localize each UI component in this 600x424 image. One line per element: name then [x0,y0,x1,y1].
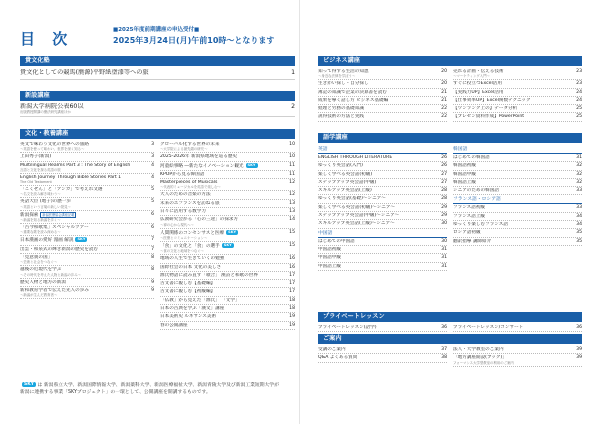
section-business [318,56,582,122]
list-item[interactable]: ゆっくり英会話(入門) 26 [318,162,447,170]
section-private [318,312,582,332]
list-item[interactable]: 「食」の文化と「食」の選手 SKY 〜食の文化と地域をつなぐ〜 15 [160,242,295,254]
list-item[interactable]: プライベートレッスン(語学) 36 [318,324,447,332]
list-item[interactable]: 上田秀子(新潟) 3 [20,153,154,161]
list-item[interactable]: Q&A よくある質問 38 [318,354,447,362]
list-item[interactable]: 人間関係のコンセンサスと医療 SKY 〜医療とコミュニケーション〜 15 [160,229,295,240]
list-item[interactable]: 中国語中級 31 [318,254,447,262]
list-item[interactable]: 日本の古典を学ぶ「漢文」講座 18 [160,305,295,313]
notice-line2: 2025年3月24日(月)午前10時〜となります [113,36,275,45]
list-item[interactable]: 大人のための音楽の方法 12 [160,191,295,199]
list-item[interactable]: 翻訳指導 講師紹介 35 [453,238,582,246]
list-item[interactable]: 【実践力UP】Excel活用 24 [453,89,582,97]
application-notice [113,25,293,46]
list-item[interactable]: 簿記の知識で企業の決算書を読む 21 [318,89,447,97]
list-item[interactable]: 「地方講座開設(ブック)」 フォーマンス大学型教室の利用のご案内 39 [453,355,582,365]
section-header: 新設講座 [20,91,295,101]
list-item[interactable]: 新潟探索 新潟医療協会講座記載 〜新潟を知る新潟を歩く〜 6 [20,211,154,223]
list-item[interactable]: 【プレゼン資料作成】PowerPoint 25 [453,113,582,121]
category-badge: 新潟医療協会講座記載 [42,212,75,217]
section-header: プライベートレッスン [318,312,582,322]
list-item[interactable]: 仏教研究会がる「心の三途」の探求方 〜禅の心から現代へ〜 14 [160,217,295,227]
list-item[interactable]: 地域の人生で生きていくの勉強 16 [160,255,295,263]
list-item[interactable]: 「仏教」から見えた「源氏」 「文学」 18 [160,297,295,305]
subsection-english: 英語 [318,145,447,154]
list-item[interactable]: 出雲・和泉式の輝き新潟の歴史を読む 7 [20,246,154,254]
list-item[interactable]: 源氏物語に読み直す「歌合」 漢詩と和歌の世界 17 [160,272,295,280]
list-item[interactable]: Multilingual Realms Part 3 : The Story of English 言語と文化を探る英語の旅 4 [20,162,154,172]
list-item[interactable]: はじめての韓国語 31 [453,154,582,162]
business-right-col [453,68,582,122]
section-kyobunka [20,56,295,80]
list-item[interactable]: 新和教育学者で伝えた先人の歩み 〜新潟が生んだ教育者〜 9 [20,287,154,298]
list-item[interactable]: グローバル化する世界の未来 〜大学院による最先端の研究〜 10 [160,142,295,152]
section-bunka [20,129,295,330]
section-shinsetsu [20,91,295,117]
spine-divider [299,0,300,424]
list-item[interactable]: 知って得する生活の知恵 〜身近な法律を学ぼう〜 20 [318,69,447,79]
list-item[interactable]: シニアのための韓国語 33 [453,187,582,195]
list-item[interactable]: 韓国語初級 32 [453,162,582,170]
section-header: ご案内 [318,334,582,344]
list-item[interactable]: Masterpieces of Musicals 〜代表的ミュージカルを英語で楽しむ〜 12 [160,180,295,190]
list-item[interactable]: 韓国語中級 32 [453,171,582,179]
notice-line1: ■2025年度前期講座の申込受付■ [113,27,200,33]
list-item[interactable]: フランス語初級 33 [453,204,582,212]
list-item[interactable]: ステップアップ英会話(中級)〜シニア〜 29 [318,212,447,220]
list-item[interactable]: 英文で味わう文化の世界への旅路 〜英語を使って味わい、世界を深く知る〜 3 [20,142,154,152]
list-item[interactable]: ENGLISH THROUGH LITERATURE 26 [318,154,447,162]
list-item[interactable]: スキルアップ英会話(上級) 28 [318,187,447,195]
sky-badge: SKY [77,237,86,242]
section-gogaku [318,133,582,271]
list-item[interactable]: すぐに役立つExcel活用 23 [453,80,582,88]
list-item[interactable]: 受講のご案内 37 [318,346,447,354]
list-item[interactable]: 越後の近現代を学ぶ 〜その時代を考えた人物と新潟の歩み〜 8 [20,267,154,277]
sky-badge: SKY [223,242,232,247]
subsection-chinese: 中国語 [318,229,447,238]
list-item[interactable]: ロシア語初級 35 [453,229,582,237]
section-header: 貴文化塾 [20,56,295,66]
list-item[interactable]: 中国語初級 31 [318,246,447,254]
list-item[interactable]: 河童絵事略 ―新たなイノベーション観光 SKY 11 [160,162,295,171]
list-item[interactable]: 成果を導く話し方 ビジネス基礎編 21 [318,97,447,105]
list-item[interactable]: ゆっくり楽しむフランス語 34 [453,221,582,229]
list-item[interactable]: 中国語上級 31 [318,263,447,271]
bunka-left-col [20,141,154,330]
list-item[interactable]: 経理と労務の基礎知識 22 [318,105,447,113]
list-item[interactable]: 「こくせん」と「アンカ」で考えれ文選 〜名文を読み解き味わう〜 5 [20,187,154,197]
subsection-korean: 韓国語 [453,145,582,154]
section-header: 文化・教養講座 [20,129,295,139]
list-item[interactable]: スキルアップ英会話(上級)〜シニア〜 30 [318,220,447,228]
sky-badge: SKY [24,382,34,387]
list-item[interactable]: 【ワンランク上の】データ分析 25 [453,105,582,113]
sky-badge: SKY [228,229,237,234]
list-item[interactable]: 法人・大学教室のご案内 39 [453,346,582,354]
list-item[interactable]: 売れる計画・伝える技術 〜マーケティング入門〜 23 [453,69,582,79]
list-item[interactable]: 「古今和歌集」スペシャルツアー 〜重要な歌を読み深める〜 6 [20,225,154,235]
list-item[interactable]: 歴史人物と地方の新潟 9 [20,279,154,287]
list-item[interactable]: プライベートレッスン/コンサート 36 [453,324,582,332]
list-item[interactable]: 生きがい探し・自分探し 20 [318,80,447,88]
list-item[interactable]: 英語大臣 (地子)の歴一歩 〜英語という言葉の新しい発見〜 5 [20,199,154,209]
sky-badge: SKY [247,162,256,167]
list-item[interactable]: 楽しく学べる英会話(初級) 27 [318,171,447,179]
list-item[interactable]: ステップアップ英会話(中級) 27 [318,179,447,187]
section-header: ビジネス講座 [318,56,582,66]
list-item[interactable]: 新潟大学病院公表60以 出版教授開講の療法研究講座ほか 2 [20,101,295,117]
list-item[interactable]: 韓国語上級 32 [453,179,582,187]
list-item[interactable]: English Journey Through Bible Stories Part 1 The Old Testament 4 [20,174,154,185]
list-item[interactable]: 未来のエフランスを訪ねる旅 13 [160,200,295,208]
list-item[interactable]: 楽しく学べる英会話(初級)〜シニア〜 29 [318,204,447,212]
list-item[interactable]: ゆっくり英会話(基礎)〜シニア〜 28 [318,195,447,203]
list-item[interactable]: 2025-2026年 新潟県地域を巡る歴史 10 [160,153,295,161]
guide-left-col [318,346,447,367]
business-left-col [318,68,447,122]
list-item[interactable]: 「見意義の国」 〜芸術と社会をつなぐ〜 8 [20,254,154,265]
subsection-french-russian: フランス語・ロシア語 [453,195,582,204]
list-item[interactable]: 日々に活用する数学力 13 [160,208,295,216]
list-item[interactable]: KPOPから見る韓国語 11 [160,171,295,179]
list-item[interactable]: 【仕事効率UP】Excel関数テクニック 24 [453,97,582,105]
list-item[interactable]: 春の公開講座 19 [160,322,295,330]
list-item[interactable]: 国際社会の日本 文化の美しさ 16 [160,264,295,272]
sky-footnote: SKY は 新潟県立大学、新潟国際情報大学、新潟薬科大学、新潟医療福祉大学、新潟青陵大学及び新潟工業短期大学が 新潟に連携する事業「SKYプロジェクト」の一環として、公開講座を開講するものです。 [20,382,279,395]
gogaku-left-col [318,145,447,271]
list-item[interactable]: フランス語上級 34 [453,213,582,221]
list-item[interactable]: はじめての中国語 30 [318,238,447,246]
list-item[interactable]: 貴文化としての競馬(贋源)平野紙塗漆等への旅 1 [20,66,295,80]
list-item[interactable]: 説得技術の方法と実践 22 [318,113,447,121]
list-item[interactable]: 古文書に親しむ【基礎編】 17 [160,280,295,288]
guide-right-col [453,346,582,367]
list-item[interactable]: 古文書に親しむ【初級編】 17 [160,288,295,296]
page-title: 目 次 [20,30,74,48]
section-guide [318,334,582,367]
list-item[interactable]: 日本美術史 ルネサンス美術 19 [160,313,295,321]
gogaku-right-col [453,145,582,271]
list-item[interactable]: 日本漢画の愛好 漫画 解説 SKY 7 [20,236,154,245]
section-header: 語学講座 [318,133,582,143]
bunka-right-col [160,141,295,330]
